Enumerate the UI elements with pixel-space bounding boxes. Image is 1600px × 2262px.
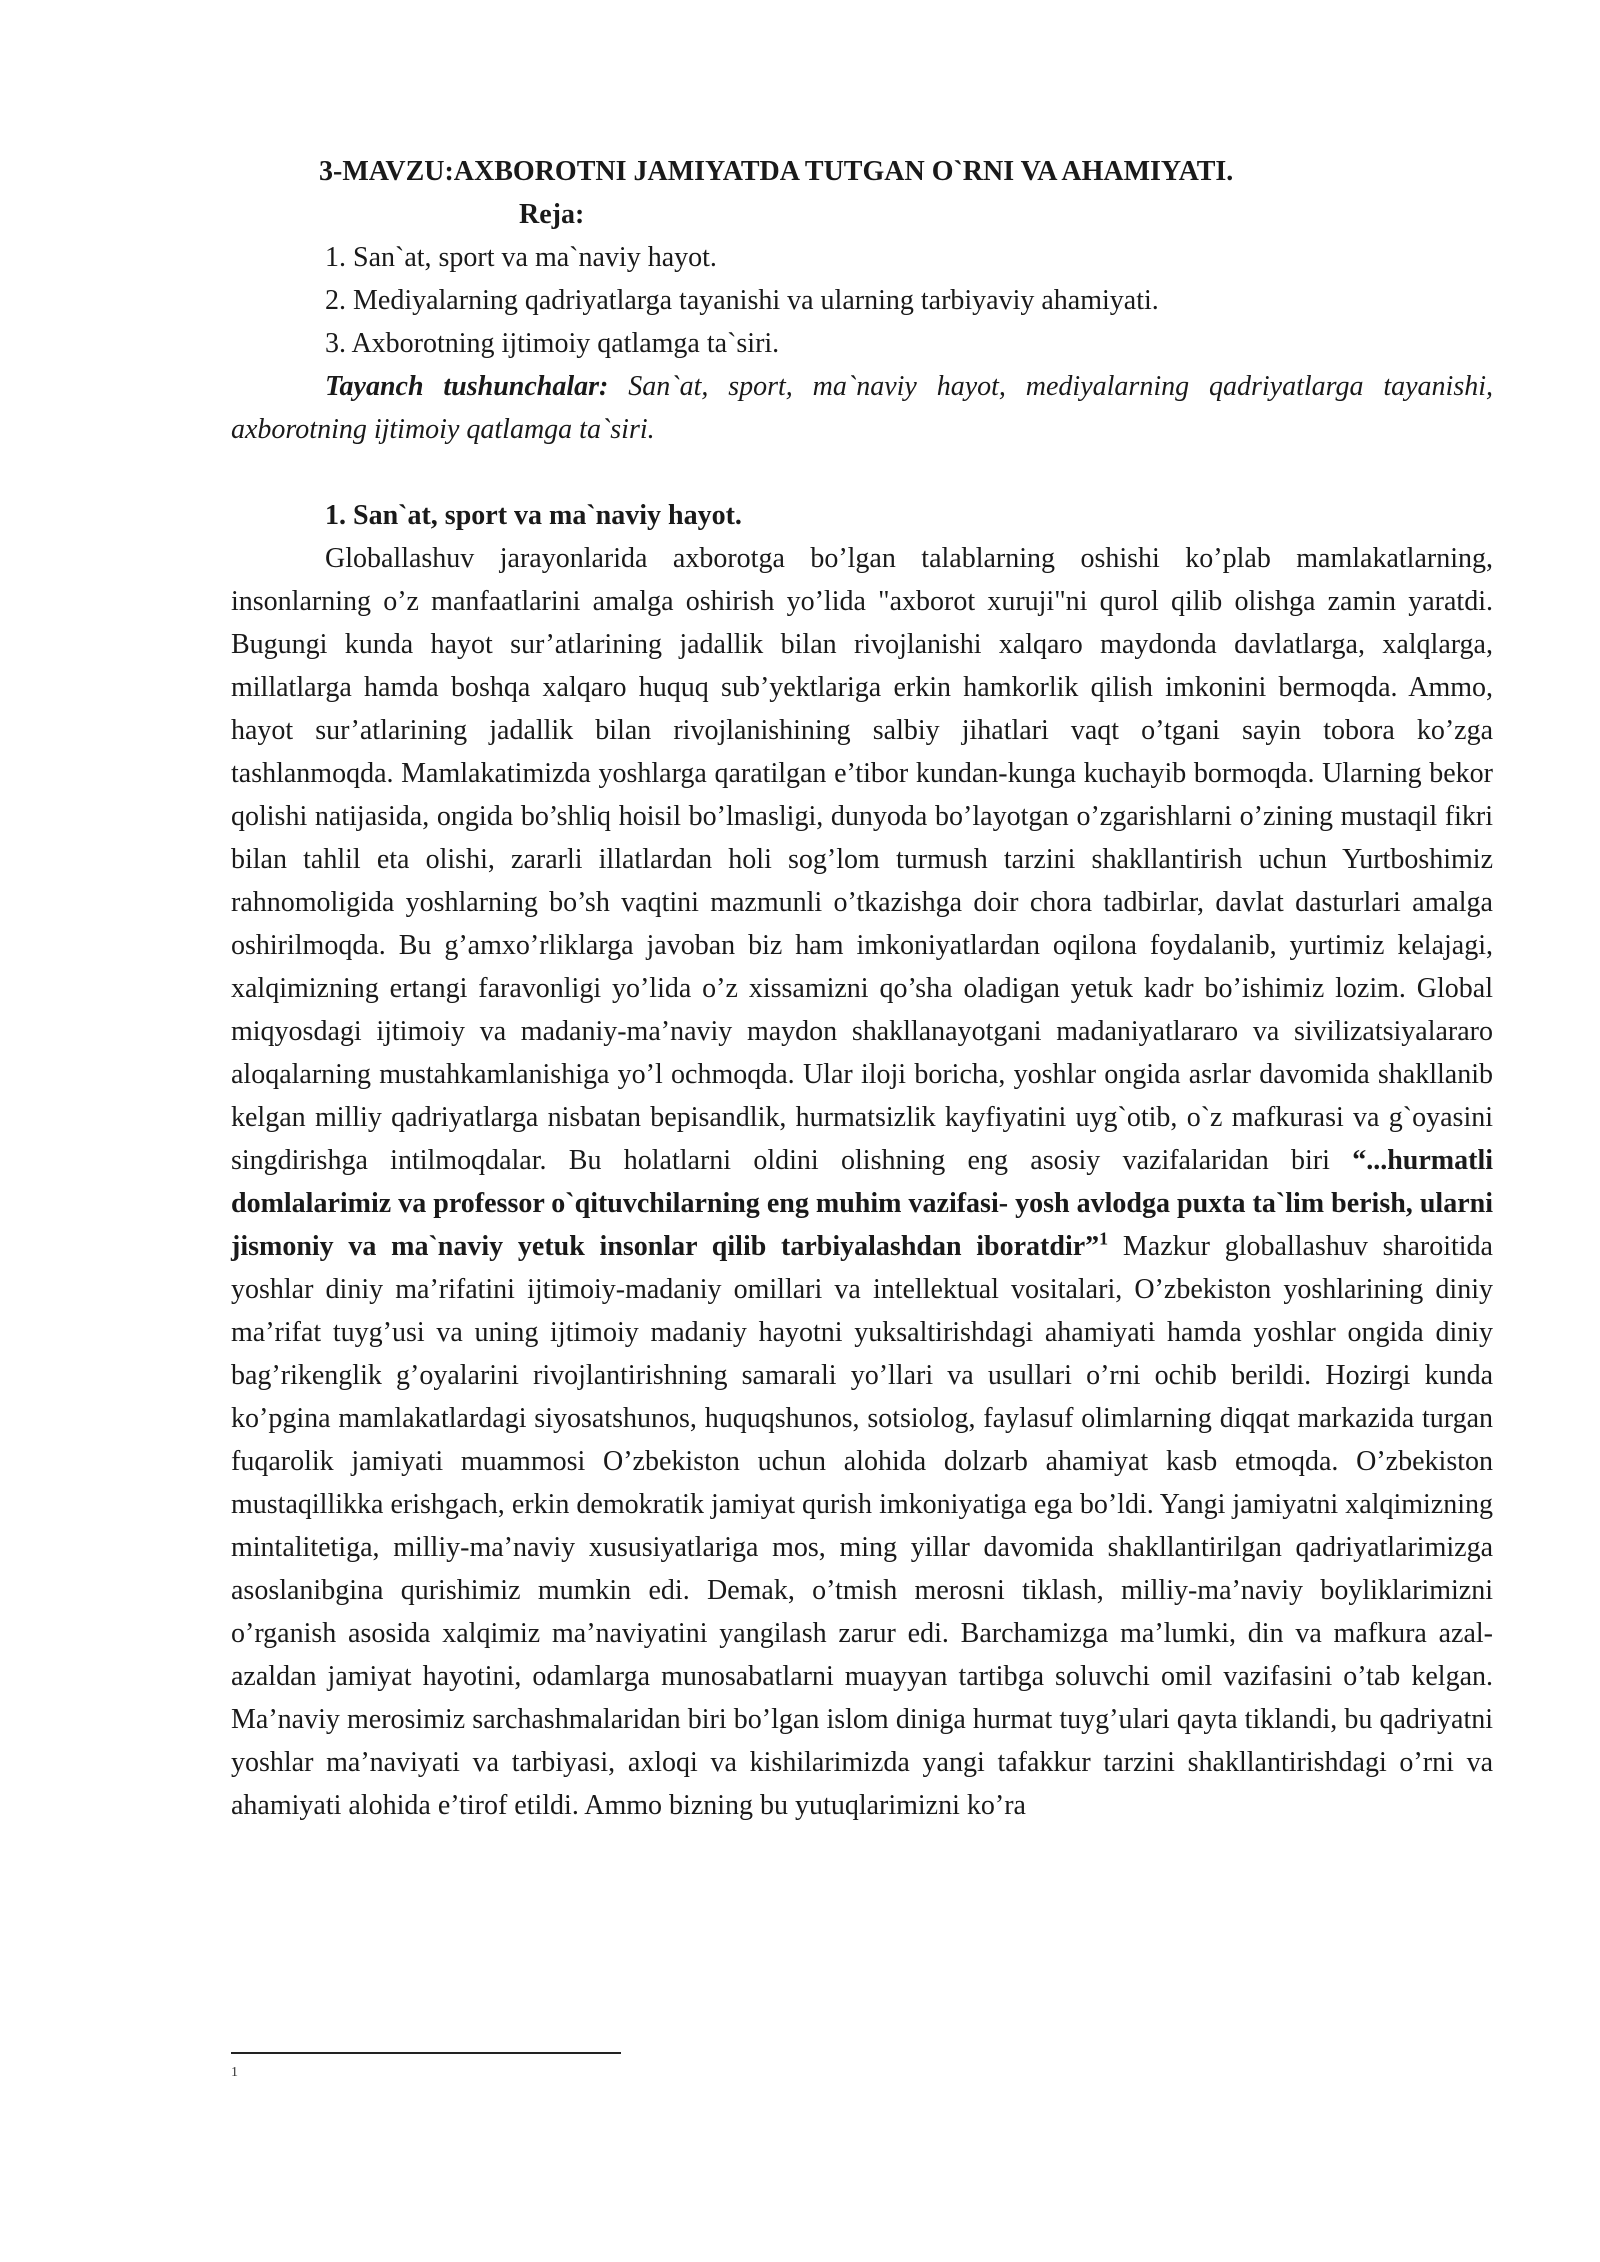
page-title: 3-MAVZU:AXBOROTNI JAMIYATDA TUTGAN O`RNI VA AHAMIYATI. — [319, 156, 1234, 187]
plan-heading: Reja: — [519, 199, 585, 230]
plan-item-3: 3. Axborotning ijtimoiy qatlamga ta`siri. — [325, 328, 780, 359]
plan-item-2: 2. Mediyalarning qadriyatlarga tayanishi va ularning tarbiyaviy ahamiyati. — [325, 285, 1159, 316]
blank-line — [231, 451, 1493, 494]
key-terms-text: San`at, sport, ma`naviy hayot, mediyalarning qadriyatlarga tayanishi, axborotning ijtimoiy qatlamga ta`siri. — [231, 371, 1494, 445]
bold-quote: “...hurmatli domlalarimiz va professor o`qituvchilarning eng muhim vazifasi- yosh avlodga puxta ta`lim berish, ularni jismoniy va ma`naviy yetuk insonlar qilib tarbiyalashdan iboratdir” — [231, 1145, 1493, 1262]
document-body — [231, 150, 1493, 1827]
body-paragraph — [231, 537, 1493, 1827]
key-terms — [231, 365, 1493, 451]
footnote-reference[interactable]: 1 — [1099, 1228, 1109, 1249]
paragraph-text-part-2: Mazkur globallashuv sharoitida yoshlar diniy ma’rifatini ijtimoiy-madaniy omillari va intellektual vositalari, O’zbekiston yoshlarining diniy ma’rifat tuyg’usi va uning ijtimoiy madaniy hayotni yuksaltirishdagi ahamiyati hamda yoshlar ongida diniy bag’rikenglik g’oyalarini rivojlantirishning samarali yo’llari va usullari o’rni ochib berildi. Hozirgi kunda ko’pgina mamlakatlardagi siyosatshunos, huquqshunos, sotsiolog, faylasuf olimlarning diqqat markazida turgan fuqarolik jamiyati muammosi O’zbekiston uchun alohida dolzarb ahamiyat kasb etmoqda. O’zbekiston mustaqillikka erishgach, erkin demokratik jamiyat qurish imkoniyatiga ega bo’ldi. Yangi jamiyatni xalqimizning mintalitetiga, milliy-ma’naviy xususiyatlariga mos, ming yillar davomida shakllantirilgan qadriyatlarimizga asoslanibgina qurishimiz mumkin edi. Demak, o’tmish merosni tiklash, milliy-ma’naviy boyliklarimizni o’rganish asosida xalqimiz ma’naviyatini yangilash zarur edi. Barchamizga ma’lumki, din va mafkura azal-azaldan jamiyat hayotini, odamlarga munosabatlarni muayyan tartibga soluvchi omil vazifasini o’tab kelgan. Ma’naviy merosimiz sarchashmalaridan biri bo’lgan islom diniga hurmat tuyg’ulari qayta tiklandi, bu qadriyatni yoshlar ma’naviyati va tarbiyasi, axloqi va kishilarimizda yangi tafakkur tarzini shakllantirishdagi o’rni va ahamiyati alohida e’tirof etildi. Ammo bizning bu yutuqlarimizni ko’ra — [231, 1231, 1493, 1821]
footnote-number: 1 — [231, 2065, 238, 2080]
paragraph-text-part-1: Globallashuv jarayonlarida axborotga bo’lgan talablarning oshishi ko’plab mamlakatlarning, insonlarning o’z manfaatlarini amalga oshirish yo’lida "axborot xuruji"ni qurol qilib olishga zamin yaratdi. Bugungi kunda hayot sur’atlarining jadallik bilan rivojlanishi xalqaro maydonda davlatlarga, xalqlarga, millatlarga hamda boshqa xalqaro huquq sub’yektlariga erkin hamkorlik qilish imkonini bermoqda. Ammo, hayot sur’atlarining jadallik bilan rivojlanishining salbiy jihatlari vaqt o’tgani sayin tobora ko’zga tashlanmoqda. Mamlakatimizda yoshlarga qaratilgan e’tibor kundan-kunga kuchayib bormoqda. Ularning bekor qolishi natijasida, ongida bo’shliq hoisil bo’lmasligi, dunyoda bo’layotgan o’zgarishlarni o’zining mustaqil fikri bilan tahlil eta olishi, zararli illatlardan holi sog’lom turmush tarzini shakllantirish uchun Yurtboshimiz rahnomoligida yoshlarning bo’sh vaqtini mazmunli o’tkazishga doir chora tadbirlar, davlat dasturlari amalga oshirilmoqda. Bu g’amxo’rliklarga javoban biz ham imkoniyatlardan oqilona foydalanib, yurtimiz kelajagi, xalqimizning ertangi faravonligi yo’lida o’z xissamizni qo’sha oladigan yetuk kadr bo’ishimiz lozim. Global miqyosdagi ijtimoiy va madaniy-ma’naviy maydon shakllanayotgani madaniyatlararo va sivilizatsiyalararo aloqalarning mustahkamlanishiga yo’l ochmoqda. Ular iloji boricha, yoshlar ongida asrlar davomida shakllanib kelgan milliy qadriyatlarga nisbatan bepisandlik, hurmatsizlik kayfiyatini uyg`otib, o`z mafkurasi va g`oyasini singdirishga intilmoqdalar. Bu holatlarni oldini olishning eng asosiy vazifalaridan biri — [231, 543, 1493, 1176]
plan-item-1: 1. San`at, sport va ma`naviy hayot. — [325, 242, 717, 273]
key-terms-label: Tayanch tushunchalar: — [325, 371, 609, 402]
section-heading: 1. San`at, sport va ma`naviy hayot. — [325, 500, 742, 531]
footnote-separator — [231, 2052, 621, 2054]
